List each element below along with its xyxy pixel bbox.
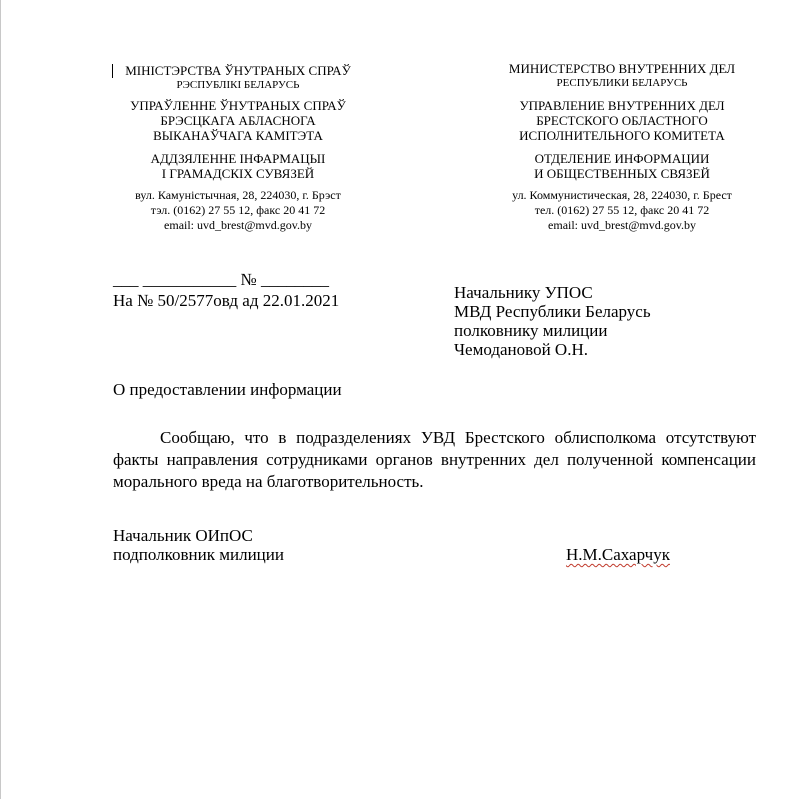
department-ru-line1: УПРАВЛЕНИЕ ВНУТРЕННИХ ДЕЛ (519, 98, 725, 113)
outgoing-number-line: ___ ___________ № ________ (113, 270, 329, 289)
signer-title-line1: Начальник ОИпОС (113, 526, 253, 545)
body-text: Сообщаю, что в подразделениях УВД Брестского облисполкома отсутствуют факты направления сотрудниками органов внутренних дел полученной компенсации морального вреда на благотворительность. (113, 428, 756, 491)
reply-to-reference: На № 50/2577овд ад 22.01.2021 (113, 291, 340, 310)
email-by: email: uvd_brest@mvd.gov.by (164, 218, 312, 232)
department-by-line3: ВЫКАНАЎЧАГА КАМІТЭТА (153, 128, 323, 143)
department-ru-line3: ИСПОЛНИТЕЛЬНОГО КОМИТЕТА (519, 128, 725, 143)
address-ru: ул. Коммунистическая, 28, 224030, г. Брест (512, 188, 732, 202)
address-by: вул. Камуністычная, 28, 224030, г. Брэст (135, 188, 341, 202)
addressee-line4: Чемодановой О.Н. (454, 340, 588, 359)
letterhead-ru (492, 61, 752, 233)
page-edge (0, 0, 1, 799)
phone-by: тэл. (0162) 27 55 12, факс 20 41 72 (150, 203, 326, 217)
ministry-ru-line1: МИНИСТЕРСТВО ВНУТРЕННИХ ДЕЛ (508, 61, 736, 76)
body-paragraph (113, 427, 756, 493)
subject-line: О предоставлении информации (113, 380, 342, 399)
division-ru-line2: И ОБЩЕСТВЕННЫХ СВЯЗЕЙ (534, 166, 710, 181)
division-by-line1: АДДЗЯЛЕННЕ ІНФАРМАЦЫІ (150, 151, 326, 166)
ministry-by-line2: РЭСПУБЛІКІ БЕЛАРУСЬ (176, 79, 300, 91)
signer-name: Н.М.Сахарчук (566, 545, 670, 564)
signer-title-line2: подполковник милиции (113, 545, 284, 564)
addressee-line3: полковнику милиции (454, 321, 608, 340)
ministry-ru-line2: РЕСПУБЛИКИ БЕЛАРУСЬ (556, 77, 688, 89)
division-by-line2: І ГРАМАДСКІХ СУВЯЗЕЙ (161, 166, 315, 181)
letterhead-by (113, 63, 363, 233)
phone-ru: тел. (0162) 27 55 12, факс 20 41 72 (534, 203, 710, 217)
addressee-line1: Начальнику УПОС (454, 283, 593, 302)
department-ru-line2: БРЕСТСКОГО ОБЛАСТНОГО (536, 113, 708, 128)
division-ru-line1: ОТДЕЛЕНИЕ ИНФОРМАЦИИ (534, 151, 710, 166)
ministry-by-line1: МІНІСТЭРСТВА ЎНУТРАНЫХ СПРАЎ (125, 63, 351, 78)
addressee-line2: МВД Республики Беларусь (454, 302, 651, 321)
department-by-line1: УПРАЎЛЕННЕ ЎНУТРАНЫХ СПРАЎ (130, 98, 346, 113)
email-ru: email: uvd_brest@mvd.gov.by (548, 218, 696, 232)
department-by-line2: БРЭСЦКАГА АБЛАСНОГА (160, 113, 316, 128)
